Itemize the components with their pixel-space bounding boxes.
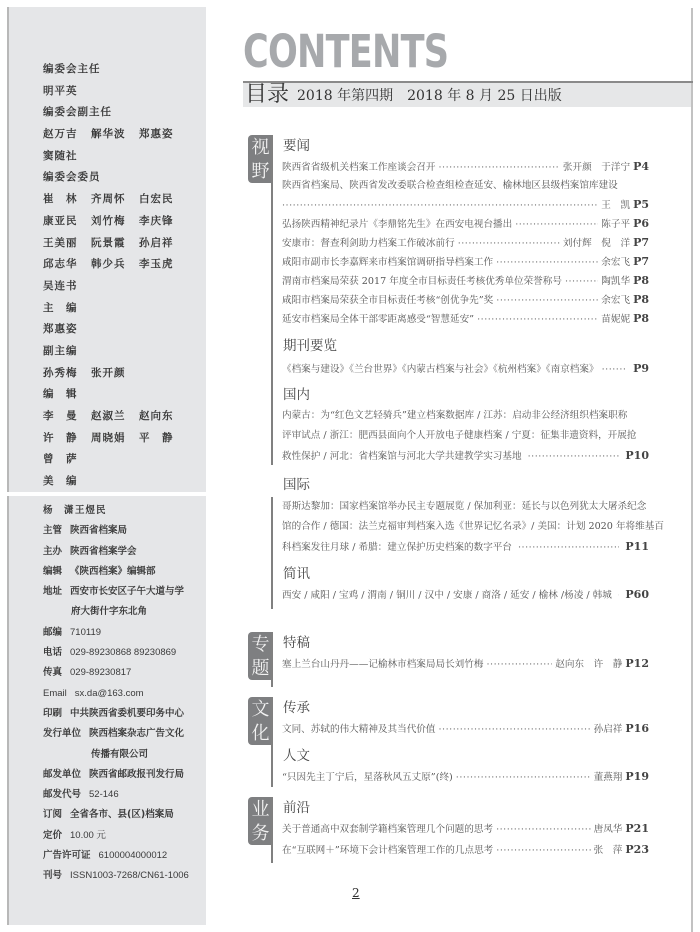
info-row-phone: 电话 029-89230868 89230869 [43,647,177,659]
toc-entry[interactable]: 《档案与建设》《兰台世界》《内蒙古档案与社会》《杭州档案》《南京档案》 ····· P9 [282,361,649,376]
editorial-board-panel [7,7,206,492]
toc-paragraph-briefs[interactable]: 西安 / 咸阳 / 宝鸡 / 渭南 / 铜川 / 汉中 / 安康 / 商洛 / 延安 / 榆林 /杨凌 / 韩城 ····· P60 [282,585,649,605]
designer-row: 杨 潇 王煜民 [43,505,107,516]
email-link[interactable]: sx.da@163.com [74,687,144,699]
toc-paragraph-domestic[interactable]: 内蒙古：为“红色文艺轻骑兵”建立档案数据库 / 江苏：启动非公经济组织档案职称 评审试点 / 浙江：肥西县面向个人开放电子健康档案 / 宁夏：征集非遗资料，开展抢 救性保护 / 河北：省档案馆与河北大学共建教学实习基地 ····· P10 [282,406,649,466]
staff-row: 副主编 [43,344,78,357]
staff-row: 编委会委员 [43,171,101,184]
issue-number: 2018 年第四期 [297,88,394,104]
toc-entry[interactable]: 塞上兰台山丹丹——记榆林市档案局局长刘竹梅 ····· 赵向东 许 静 P12 [282,656,649,671]
info-row-printer: 印刷 中共陕西省委机要印务中心 [43,707,185,719]
section-tab-yewu[interactable]: 业 务 [248,797,273,845]
editorial-board-list [43,59,187,493]
info-row-subscription: 订阅 全省各市、县(区)档案局 [43,809,174,821]
toc-entry[interactable]: 关于普通高中双套制学籍档案管理几个问题的思考 ····· 唐凤华 P21 [282,821,649,836]
subsection-heading: 国际 [283,477,310,493]
staff-row: 许 静 周晓娟 平 静 [43,431,174,444]
info-row-distributor: 发行单位 陕西档案杂志广告文化 [43,728,185,740]
section-bar [271,632,273,687]
section-tab-shiye[interactable]: 视 野 [248,135,273,183]
staff-row: 明平英 [43,84,78,97]
toc-paragraph-international[interactable]: 哥斯达黎加：国家档案馆举办民主专题展览 / 保加利亚：延长与以色列犹太大屠杀纪念 馆的合作 / 德国：法兰克福审判档案入选《世界记忆名录》/ 美国：计划 2020 年将维基百 科档案发往月球 / 希腊：建立保护历史档案的数字平台 ····· P11 [282,497,649,557]
info-row-postal-unit: 邮发单位 陕西省邮政报刊发行局 [43,768,185,780]
issue-band [243,83,691,107]
toc-entry[interactable]: 陕西省省级机关档案工作座谈会召开 ····· 张开颜 于洋宁 P4 [282,159,649,174]
staff-row: 赵万吉 解华波 郑惠姿 [43,128,174,141]
subsection-heading: 简讯 [283,566,310,582]
staff-row: 康亚民 刘竹梅 李庆锋 [43,214,174,227]
section-bar [271,135,273,465]
toc-entry[interactable]: 安康市：督查利剑助力档案工作破冰前行 ····· 刘付辉 倪 洋 P7 [282,235,649,250]
contents-title: CONTENTS [243,25,449,78]
info-row-issn: 刊号 ISSN1003-7268/CN61-1006 [43,870,189,882]
section-bar [271,497,273,609]
info-row-supervisor: 主管 陕西省档案局 [43,525,128,537]
toc-title: 目录 [245,82,290,107]
staff-row: 郑惠姿 [43,323,78,336]
info-row-postcode: 邮编 710119 [43,626,102,638]
toc-entry[interactable]: 延安市档案局全体干部零距离感受“智慧延安” ····· 苗妮妮 P8 [282,311,649,326]
publish-date: 2018 年 8 月 25 日出版 [407,88,562,104]
staff-row: 崔 林 齐周怀 白宏民 [43,193,174,206]
staff-row: 吴连书 [43,279,78,292]
section-bar [271,697,273,787]
info-row-sponsor: 主办 陕西省档案学会 [43,545,137,557]
info-row-distributor-cont: 传播有限公司 [91,748,149,760]
subsection-heading: 国内 [283,387,310,403]
info-row-address-cont: 府大街什字东北角 [71,606,148,618]
info-row-email: Email sx.da@163.com [43,684,189,704]
publication-info-panel [7,496,206,925]
section-bar [271,797,273,863]
subsection-heading: 期刊要览 [283,338,337,354]
section-tab-zhuanti[interactable]: 专 题 [248,632,273,680]
page-edge-line [691,8,693,932]
subsection-heading: 要闻 [283,138,310,154]
staff-row: 孙秀梅 张开颜 [43,366,126,379]
toc-entry[interactable]: 弘扬陕西精神纪录片《李鼎铭先生》在西安电视台播出 ····· 陈子平 P6 [282,216,649,231]
staff-row: 王美丽 阮景霞 孙启祥 [43,236,174,249]
info-row-address: 地址 西安市长安区子午大道与学 [43,586,185,598]
masthead-panel [7,7,206,925]
toc-entry[interactable]: “只因先主丁宁后，星落秋风五丈原”(终) ····· 董燕翔 P19 [282,769,649,784]
staff-row: 编 辑 [43,388,78,401]
toc-entry[interactable]: 渭南市档案局荣获 2017 年度全市目标责任考核优秀单位荣誉称号 ····· 陶凯华 P8 [282,273,649,288]
staff-row: 编委会主任 [43,63,101,75]
toc-entry[interactable]: 咸阳市副市长李嘉辉来市档案馆调研指导档案工作 ····· 余宏飞 P7 [282,254,649,269]
staff-row: 邱志华 韩少兵 李玉虎 [43,258,174,271]
info-row-fax: 传真 029-89230817 [43,667,132,679]
info-row-ad-license: 广告许可证 6100004000012 [43,850,168,862]
toc-entry[interactable]: 在“互联网＋”环境下会计档案管理工作的几点思考 ····· 张 萍 P23 [282,842,649,857]
section-tab-wenhua[interactable]: 文 化 [248,697,273,745]
info-row-postal-code: 邮发代号 52-146 [43,789,119,801]
staff-row: 主 编 [43,301,78,314]
staff-row: 曾 萨 [43,453,78,466]
info-row-price: 定价 10.00 元 [43,829,106,841]
publication-info-list [43,501,189,887]
subsection-heading: 传承 [283,700,310,716]
page-number: 2 [352,886,360,900]
subsection-heading: 人文 [283,748,310,764]
staff-row: 美 编 [43,475,78,488]
staff-row: 窦随社 [43,149,78,162]
toc-entry[interactable]: 陕西省档案局、陕西省发改委联合检查组检查延安、榆林地区县级档案馆库建设 [282,180,618,191]
info-row-editor: 编辑 《陕西档案》编辑部 [43,565,156,577]
staff-row: 李 曼 赵淑兰 赵向东 [43,410,174,422]
subsection-heading: 前沿 [283,800,310,816]
toc-entry[interactable]: 文同、苏轼的伟大精神及其当代价值 ····· 孙启祥 P16 [282,721,649,736]
toc-entry-cont[interactable]: ····· 王 凯 P5 [282,197,649,212]
toc-entry[interactable]: 咸阳市档案局荣获全市目标责任考核“创优争先”奖 ····· 余宏飞 P8 [282,292,649,307]
subsection-heading: 特稿 [283,635,310,651]
staff-row: 编委会副主任 [43,106,112,119]
